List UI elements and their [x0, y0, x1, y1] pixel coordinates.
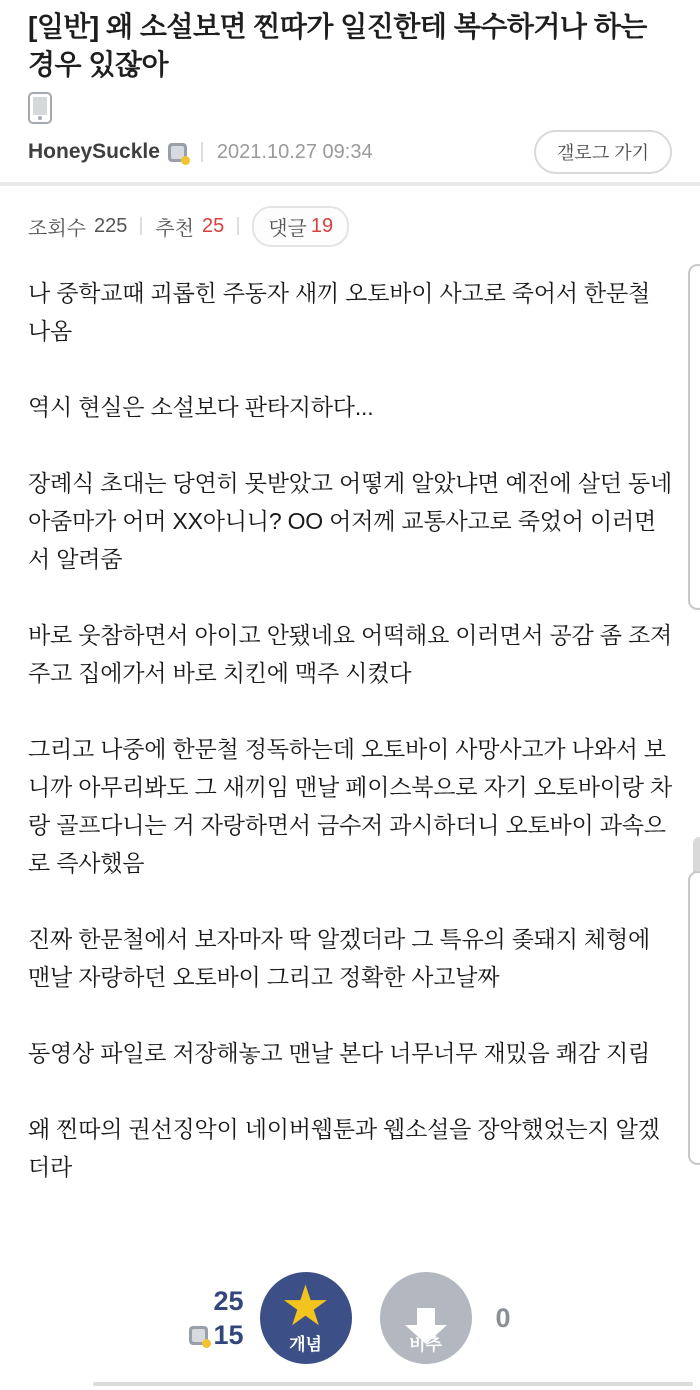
down-arrow-shaft: [417, 1308, 435, 1325]
views-count: 225: [93, 214, 128, 237]
post-paragraph: 진짜 한문철에서 보자마자 딱 알겠더라 그 특유의 좆돼지 체형에 맨날 자랑하던 오토바이 그리고 정확한 사고날짜: [28, 926, 650, 990]
gallog-badge-icon: [189, 1326, 208, 1345]
views-label: 조회수: [28, 217, 86, 240]
recommend-label: 추천: [155, 217, 194, 240]
header-divider: [0, 182, 700, 186]
post-body: [0, 244, 700, 1186]
post-paragraph: 장례식 초대는 당연히 못받았고 어떻게 알았냐면 예전에 살던 동네 아줌마가 어머 XX아니니? OO 어저께 교통사고로 죽었어 이러면서 알려줌: [28, 470, 673, 572]
stats-divider: [140, 217, 142, 235]
phone-screen: [33, 97, 47, 115]
mobile-phone-icon: [28, 92, 52, 124]
post-paragraph: 바로 웃참하면서 아이고 안됐네요 어떡해요 이러면서 공감 좀 조져주고 집에가서 바로 치킨에 맥주 시켰다: [28, 622, 673, 686]
post-title: [일반] 왜 소설보면 찐따가 일진한테 복수하거나 하는 경우 있잖아: [28, 11, 647, 80]
gallog-badge-dot: [181, 156, 190, 165]
stats-row: [0, 208, 700, 244]
post-header: [0, 0, 700, 170]
comments-pill[interactable]: [252, 206, 349, 247]
upvote-button-label: 개념: [289, 1335, 322, 1354]
upvote-member-count: 15: [213, 1320, 244, 1350]
upvote-button[interactable]: [260, 1272, 352, 1364]
gallog-badge-dot: [202, 1339, 211, 1348]
star-icon: ★: [280, 1274, 331, 1337]
post-date: 2021.10.27 09:34: [216, 140, 373, 163]
stats-divider: [237, 217, 239, 235]
downvote-button-label: 비추: [409, 1335, 442, 1354]
upvote-counts: [189, 1286, 243, 1350]
comments-label: 댓글: [268, 217, 307, 240]
scrollbar-track[interactable]: [688, 264, 700, 610]
comment-section-divider: [93, 1382, 693, 1386]
post-paragraph: 그리고 나중에 한문철 정독하는데 오토바이 사망사고가 나와서 보니까 아무리봐도 그 새끼임 맨날 페이스북으로 자기 오토바이랑 차랑 골프다니는 거 자랑하면서 금수저 과시하더니 오토바이 과속으로 즉사했음: [28, 736, 673, 876]
downvote-count: 0: [495, 1302, 511, 1333]
author-date-divider: [201, 142, 203, 162]
post-paragraph: 왜 찐따의 권선징악이 네이버웹툰과 웹소설을 장악했었는지 알겠더라: [28, 1116, 660, 1180]
comments-count: 19: [310, 214, 334, 237]
upvote-sub-row: [189, 1320, 243, 1350]
vote-section: [0, 1272, 700, 1364]
upvote-count: 25: [213, 1286, 244, 1316]
author-row: [28, 134, 672, 170]
post-paragraph: 나 중학교때 괴롭힌 주동자 새끼 오토바이 사고로 죽어서 한문철 나옴: [28, 280, 650, 344]
post-paragraph: 동영상 파일로 저장해놓고 맨날 본다 너무너무 재밌음 쾌감 지림: [28, 1040, 650, 1066]
gallog-badge-icon: [168, 143, 187, 162]
author-name[interactable]: HoneySuckle: [28, 140, 160, 163]
gallog-go-button[interactable]: 갤로그 가기: [534, 130, 672, 174]
scrollbar-track[interactable]: [688, 871, 700, 1165]
downvote-button[interactable]: [380, 1272, 472, 1364]
recommend-count: 25: [201, 214, 225, 237]
post-paragraph: 역시 현실은 소설보다 판타지하다...: [28, 394, 374, 420]
phone-home-dot: [38, 116, 42, 120]
